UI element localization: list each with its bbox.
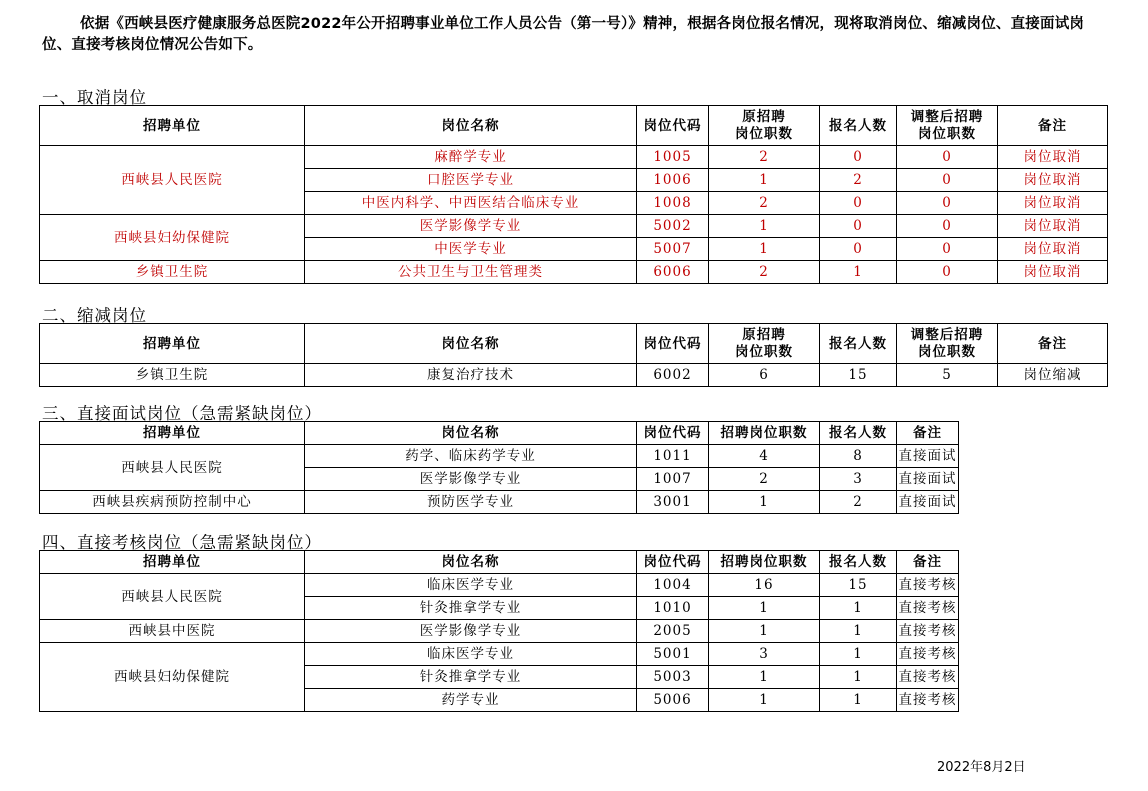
- data-cell: 1004: [637, 574, 709, 597]
- table-direct-assessment: [39, 550, 959, 712]
- table-row: [40, 215, 1108, 238]
- data-cell: 1: [709, 169, 820, 192]
- unit-cell: 西峡县疾病预防控制中心: [40, 491, 305, 514]
- section-title-assess: 四、直接考核岗位（急需紧缺岗位）: [42, 533, 322, 552]
- column-header: 招聘单位: [40, 422, 305, 445]
- data-cell: 0: [897, 169, 998, 192]
- data-cell: 1: [709, 597, 820, 620]
- data-cell: 0: [897, 192, 998, 215]
- table-row: [40, 491, 959, 514]
- data-cell: 预防医学专业: [305, 491, 637, 514]
- unit-cell: 西峡县妇幼保健院: [40, 643, 305, 712]
- data-cell: 2: [709, 146, 820, 169]
- data-cell: 1: [709, 620, 820, 643]
- data-cell: 5003: [637, 666, 709, 689]
- table-direct-interview: [39, 421, 959, 514]
- unit-cell: 西峡县人民医院: [40, 146, 305, 215]
- column-header: 招聘单位: [40, 551, 305, 574]
- data-cell: 1006: [637, 169, 709, 192]
- data-cell: 岗位取消: [998, 169, 1108, 192]
- data-cell: 麻醉学专业: [305, 146, 637, 169]
- data-cell: 1007: [637, 468, 709, 491]
- column-header: 岗位代码: [637, 551, 709, 574]
- data-cell: 1: [709, 491, 820, 514]
- column-header: 报名人数: [820, 106, 897, 146]
- data-cell: 0: [820, 146, 897, 169]
- data-cell: 医学影像学专业: [305, 215, 637, 238]
- unit-cell: 乡镇卫生院: [40, 261, 305, 284]
- data-cell: 15: [820, 574, 897, 597]
- data-cell: 3: [820, 468, 897, 491]
- unit-cell: 西峡县妇幼保健院: [40, 215, 305, 261]
- column-header: 备注: [998, 324, 1108, 364]
- column-header: 报名人数: [820, 551, 897, 574]
- unit-cell: 西峡县人民医院: [40, 445, 305, 491]
- data-cell: 2005: [637, 620, 709, 643]
- data-cell: 临床医学专业: [305, 574, 637, 597]
- column-header: 招聘单位: [40, 106, 305, 146]
- data-cell: 1: [820, 666, 897, 689]
- column-header: 岗位名称: [305, 106, 637, 146]
- data-cell: 直接考核: [897, 643, 959, 666]
- table-row: [40, 146, 1108, 169]
- data-cell: 0: [820, 192, 897, 215]
- column-header: 招聘岗位职数: [709, 422, 820, 445]
- data-cell: 2: [709, 468, 820, 491]
- data-cell: 1: [709, 666, 820, 689]
- column-header: 岗位名称: [305, 324, 637, 364]
- column-header: 备注: [897, 422, 959, 445]
- data-cell: 6002: [637, 364, 709, 387]
- data-cell: 6006: [637, 261, 709, 284]
- table-reduced-positions: [39, 323, 1108, 387]
- column-header: 调整后招聘 岗位职数: [897, 106, 998, 146]
- header-row: [40, 551, 959, 574]
- column-header: 岗位名称: [305, 551, 637, 574]
- unit-cell: 西峡县中医院: [40, 620, 305, 643]
- data-cell: 岗位取消: [998, 261, 1108, 284]
- table-row: [40, 620, 959, 643]
- data-cell: 0: [897, 238, 998, 261]
- section-title-interview: 三、直接面试岗位（急需紧缺岗位）: [42, 404, 322, 423]
- data-cell: 6: [709, 364, 820, 387]
- data-cell: 5006: [637, 689, 709, 712]
- data-cell: 药学专业: [305, 689, 637, 712]
- column-header: 岗位代码: [637, 324, 709, 364]
- data-cell: 中医内科学、中西医结合临床专业: [305, 192, 637, 215]
- data-cell: 直接考核: [897, 689, 959, 712]
- data-cell: 8: [820, 445, 897, 468]
- data-cell: 康复治疗技术: [305, 364, 637, 387]
- data-cell: 0: [897, 215, 998, 238]
- data-cell: 0: [897, 261, 998, 284]
- data-cell: 直接面试: [897, 491, 959, 514]
- column-header: 原招聘 岗位职数: [709, 106, 820, 146]
- data-cell: 岗位取消: [998, 146, 1108, 169]
- data-cell: 1: [820, 620, 897, 643]
- data-cell: 2: [709, 261, 820, 284]
- header-row: [40, 422, 959, 445]
- data-cell: 针灸推拿学专业: [305, 597, 637, 620]
- column-header: 调整后招聘 岗位职数: [897, 324, 998, 364]
- data-cell: 针灸推拿学专业: [305, 666, 637, 689]
- data-cell: 5001: [637, 643, 709, 666]
- data-cell: 2: [709, 192, 820, 215]
- table-cancelled-positions: [39, 105, 1108, 284]
- data-cell: 直接考核: [897, 666, 959, 689]
- unit-cell: 乡镇卫生院: [40, 364, 305, 387]
- data-cell: 公共卫生与卫生管理类: [305, 261, 637, 284]
- data-cell: 4: [709, 445, 820, 468]
- data-cell: 0: [897, 146, 998, 169]
- data-cell: 岗位缩减: [998, 364, 1108, 387]
- data-cell: 1005: [637, 146, 709, 169]
- data-cell: 1: [709, 689, 820, 712]
- table-row: [40, 574, 959, 597]
- column-header: 招聘单位: [40, 324, 305, 364]
- column-header: 备注: [897, 551, 959, 574]
- data-cell: 岗位取消: [998, 238, 1108, 261]
- data-cell: 1: [709, 215, 820, 238]
- unit-cell: 西峡县人民医院: [40, 574, 305, 620]
- data-cell: 15: [820, 364, 897, 387]
- data-cell: 1: [820, 643, 897, 666]
- table-row: [40, 261, 1108, 284]
- data-cell: 1: [820, 597, 897, 620]
- data-cell: 0: [820, 215, 897, 238]
- header-row: [40, 324, 1108, 364]
- data-cell: 5007: [637, 238, 709, 261]
- data-cell: 直接考核: [897, 620, 959, 643]
- data-cell: 医学影像学专业: [305, 620, 637, 643]
- column-header: 招聘岗位职数: [709, 551, 820, 574]
- data-cell: 口腔医学专业: [305, 169, 637, 192]
- column-header: 报名人数: [820, 422, 897, 445]
- data-cell: 直接面试: [897, 468, 959, 491]
- column-header: 岗位代码: [637, 422, 709, 445]
- data-cell: 医学影像学专业: [305, 468, 637, 491]
- column-header: 备注: [998, 106, 1108, 146]
- data-cell: 0: [820, 238, 897, 261]
- data-cell: 药学、临床药学专业: [305, 445, 637, 468]
- column-header: 报名人数: [820, 324, 897, 364]
- data-cell: 3: [709, 643, 820, 666]
- data-cell: 临床医学专业: [305, 643, 637, 666]
- section-title-reduce: 二、缩减岗位: [42, 306, 147, 325]
- data-cell: 1: [820, 689, 897, 712]
- data-cell: 1010: [637, 597, 709, 620]
- data-cell: 5002: [637, 215, 709, 238]
- header-row: [40, 106, 1108, 146]
- column-header: 原招聘 岗位职数: [709, 324, 820, 364]
- table-row: [40, 445, 959, 468]
- data-cell: 岗位取消: [998, 192, 1108, 215]
- data-cell: 1: [709, 238, 820, 261]
- column-header: 岗位名称: [305, 422, 637, 445]
- data-cell: 16: [709, 574, 820, 597]
- data-cell: 3001: [637, 491, 709, 514]
- data-cell: 2: [820, 491, 897, 514]
- intro-paragraph: 依据《西峡县医疗健康服务总医院2022年公开招聘事业单位工作人员公告（第一号）》精神，根据各岗位报名情况，现将取消岗位、缩减岗位、直接面试岗位、直接考核岗位情况公告如下。: [42, 16, 1085, 53]
- data-cell: 5: [897, 364, 998, 387]
- data-cell: 岗位取消: [998, 215, 1108, 238]
- data-cell: 1008: [637, 192, 709, 215]
- data-cell: 2: [820, 169, 897, 192]
- table-row: [40, 364, 1108, 387]
- data-cell: 直接考核: [897, 597, 959, 620]
- data-cell: 中医学专业: [305, 238, 637, 261]
- publish-date: 2022年8月2日: [937, 760, 1026, 775]
- data-cell: 直接考核: [897, 574, 959, 597]
- data-cell: 1011: [637, 445, 709, 468]
- table-row: [40, 643, 959, 666]
- section-title-cancel: 一、取消岗位: [42, 88, 147, 107]
- data-cell: 1: [820, 261, 897, 284]
- data-cell: 直接面试: [897, 445, 959, 468]
- column-header: 岗位代码: [637, 106, 709, 146]
